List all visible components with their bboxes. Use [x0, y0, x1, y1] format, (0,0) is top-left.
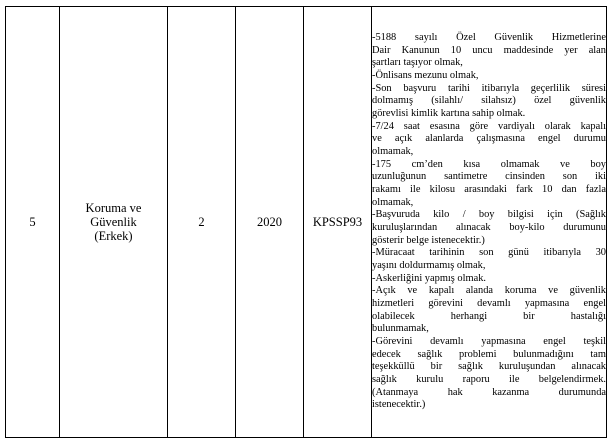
- requirement-line: -Müracaat tarihinin son günü itibarıyla 30: [372, 247, 606, 259]
- position-title-line: Güvenlik: [90, 215, 137, 229]
- requirement-line: -Askerliğini yapmış olmak.: [372, 272, 486, 284]
- requirement-line: gösterir belge istenecektir.): [372, 234, 485, 246]
- requirement-line: olmamak,: [372, 196, 414, 208]
- row-number-cell: 5: [6, 7, 60, 438]
- requirements-cell: [372, 7, 607, 438]
- requirement-line: -7/24 saat esasına göre vardiyalı olarak kapalı: [372, 120, 606, 132]
- requirement-line: (Atanmaya hak kazanma durumunda: [372, 386, 606, 398]
- requirement-line: dolmamış (silahlı/ silahsız) özel güvenlik: [372, 95, 606, 107]
- requirement-line: -175 cm’den kısa olmamak ve boy: [372, 158, 606, 170]
- requirement-line: Dair Kanunun 10 uncu maddesinde yer alan: [372, 44, 606, 56]
- position-title-line: Koruma ve: [85, 201, 142, 215]
- requirement-line: hizmetleri görevini devamlı yapmasına engel: [372, 297, 606, 309]
- requirement-line: -Önlisans mezunu olmak,: [372, 70, 479, 82]
- requirement-line: şartları taşıyor olmak,: [372, 57, 463, 69]
- position-code-cell: 2020: [236, 7, 304, 438]
- requirement-line: uzunluğunun santimetre cinsinden son iki: [372, 171, 606, 183]
- requirement-line: sağlık kurulu raporu ile belgelendirmek.: [372, 373, 606, 385]
- position-title-line: (Erkek): [94, 229, 133, 243]
- requirement-line: görevlisi kimlik kartına sahip olmak.: [372, 108, 526, 120]
- exam-type-cell: KPSSP93: [304, 7, 372, 438]
- requirement-line: -5188 sayılı Özel Güvenlik Hizmetlerine: [372, 32, 606, 44]
- requirements-table: [5, 6, 607, 438]
- requirement-line: teşekküllü bir sağlık kuruluşundan alınacak: [372, 361, 606, 373]
- position-title-cell: [60, 7, 168, 438]
- requirement-line: -Açık ve kapalı alanda koruma ve güvenlik: [372, 285, 606, 297]
- requirement-line: olabilecek herhangi bir hastalığı: [372, 310, 606, 322]
- table-row: [6, 7, 607, 438]
- requirement-line: yaşını doldurmamış olmak,: [372, 259, 486, 271]
- requirement-line: -Başvuruda kilo / boy bilgisi için (Sağlık: [372, 209, 606, 221]
- requirement-line: istenecektir.): [372, 399, 426, 411]
- requirement-line: ve açık alanlarda çalışmasına engel durumu: [372, 133, 606, 145]
- requirement-line: kuruluşlarından alınacak boy-kilo durumunu: [372, 222, 606, 233]
- requirement-line: bulunmamak,: [372, 323, 429, 335]
- requirement-line: -Görevini devamlı yapmasına engel teşkil: [372, 335, 606, 347]
- requirement-line: olmamak,: [372, 146, 414, 158]
- position-count-cell: 2: [168, 7, 236, 438]
- requirement-line: edecek sağlık problemi bulunmadığını tam: [372, 348, 606, 360]
- requirement-line: rakamı ile kilosu arasındaki fark 10 dan fazla: [372, 184, 606, 196]
- requirement-line: -Son başvuru tarihi itibarıyla geçerlilik süresi: [372, 82, 606, 94]
